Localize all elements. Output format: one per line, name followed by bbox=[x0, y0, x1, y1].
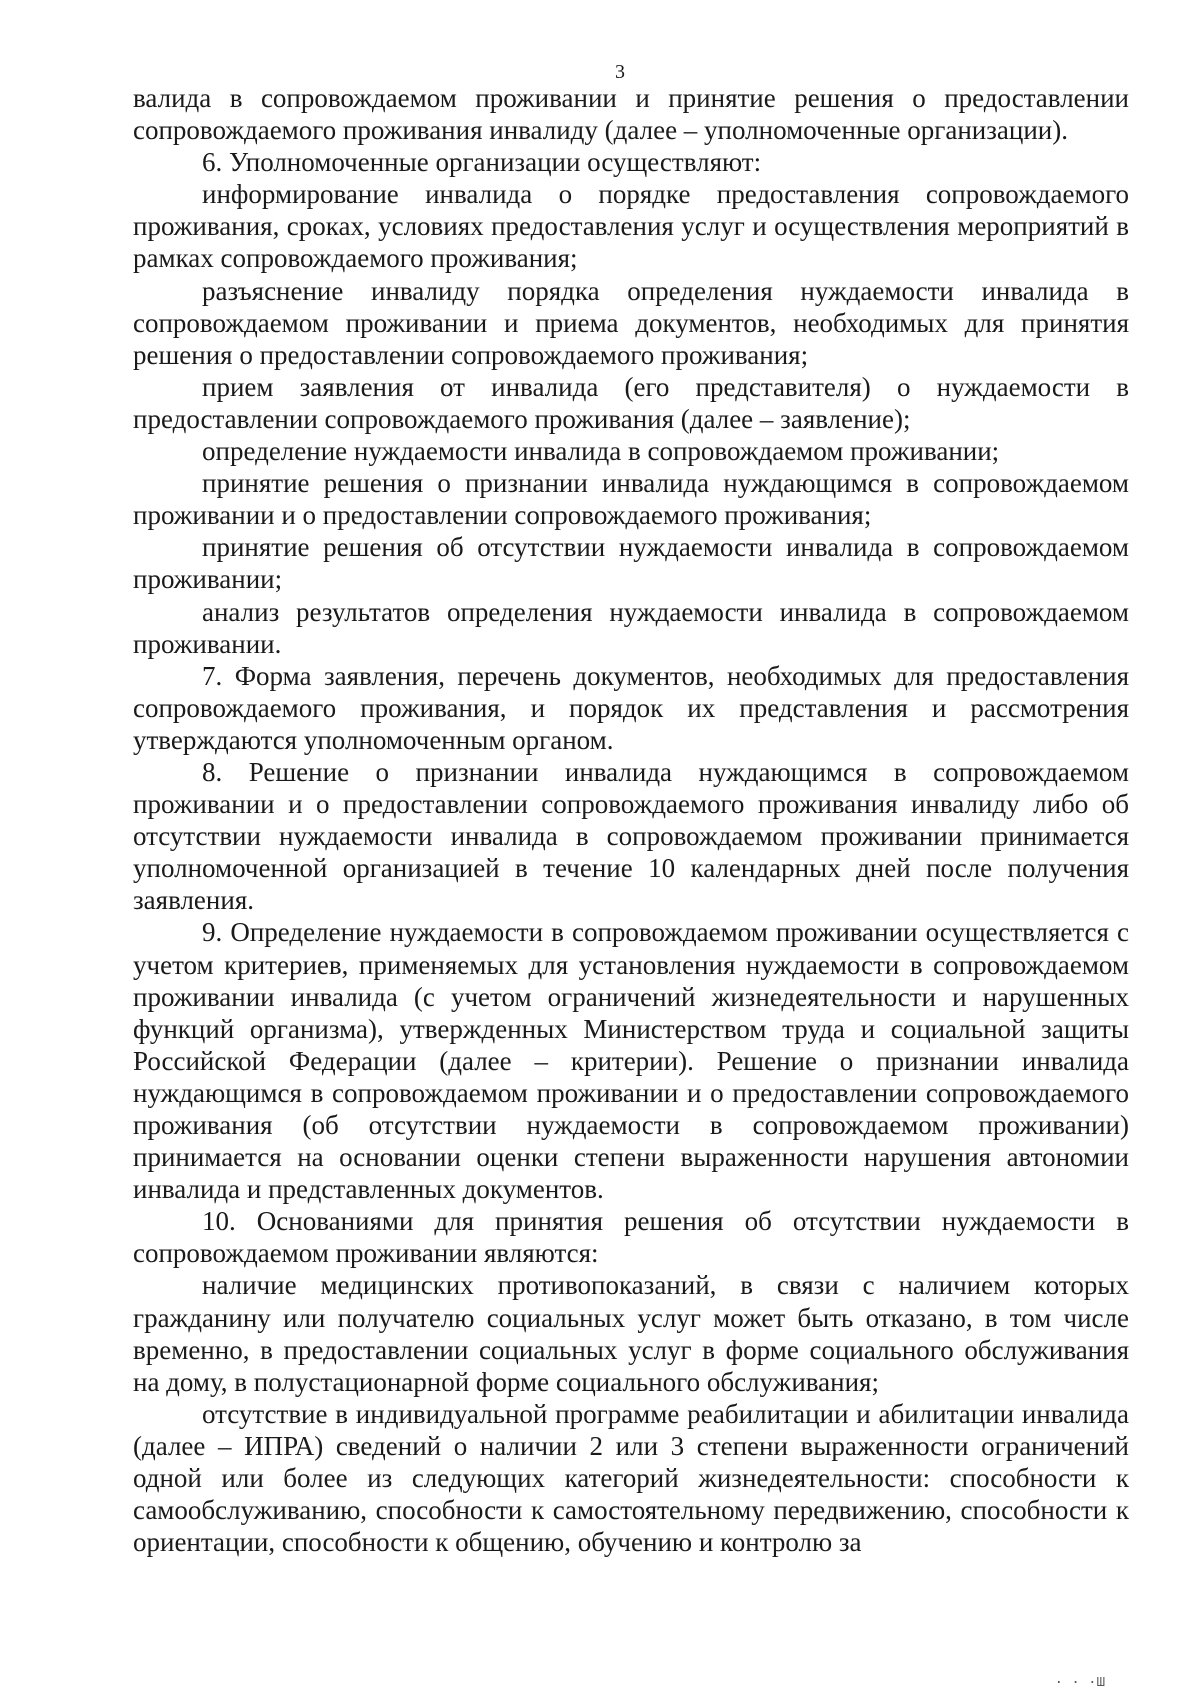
list-item-determination: определение нуждаемости инвалида в сопровождаемом проживании; bbox=[202, 436, 1000, 467]
list-item-medical-contraindications: наличие медицинских противопоказаний, в связи с наличием которых гражданину или получателю социальных услуг может быть отказано, в том числе временно, в предоставлении социальных услуг в форме социального обслуживания на дому, в полустационарной форме социального обслуживания; bbox=[133, 1270, 1129, 1397]
list-item-ipra-absence: отсутствие в индивидуальной программе реабилитации и абилитации инвалида (далее – ИПРА) сведений о наличии 2 или 3 степени выраженности ограничений одной или более из следующих категорий жизнедеятельности: способности к самообслуживанию, способности к самостоятельному передвижению, способности к ориентации, способности к общению, обучению и контролю за bbox=[133, 1398, 1129, 1558]
paragraph-item-8: 8. Решение о признании инвалида нуждающимся в сопровождаемом проживании и о предоставлении сопровождаемого проживания инвалиду либо об отсутствии нуждаемости инвалида в сопровождаемом проживании принимается уполномоченной организацией в течение 10 календарных дней после получения заявления. bbox=[133, 756, 1129, 916]
list-item-explanation: разъяснение инвалиду порядка определения нуждаемости инвалида в сопровождаемом проживании и приема документов, необходимых для принятия решения о предоставлении сопровождаемого проживания; bbox=[133, 275, 1129, 370]
page-number: 3 bbox=[615, 61, 625, 83]
paragraph-item-7: 7. Форма заявления, перечень документов, необходимых для предоставления сопровождаемого проживания, и порядок их представления и рассмотрения утверждаются уполномоченным органом. bbox=[133, 660, 1129, 755]
paragraph-item-6: 6. Уполномоченные организации осуществляют: bbox=[202, 147, 762, 178]
list-item-application: прием заявления от инвалида (его представителя) о нуждаемости в предоставлении сопровождаемого проживания (далее – заявление); bbox=[133, 371, 1129, 434]
paragraph-item-10: 10. Основаниями для принятия решения об отсутствии нуждаемости в сопровождаемом проживании являются: bbox=[133, 1206, 1129, 1269]
list-item-negative-decision: принятие решения об отсутствии нуждаемости инвалида в сопровождаемом проживании; bbox=[133, 532, 1129, 595]
scan-artifact-mark: · · ·Ш bbox=[1054, 1675, 1105, 1691]
document-body bbox=[133, 82, 1129, 1558]
list-item-informing: информирование инвалида о порядке предоставления сопровождаемого проживания, сроках, условиях предоставления услуг и осуществления мероприятий в рамках сопровождаемого проживания; bbox=[133, 179, 1129, 274]
list-item-positive-decision: принятие решения о признании инвалида нуждающимся в сопровождаемом проживании и о предоставлении сопровождаемого проживания; bbox=[133, 468, 1129, 531]
list-item-analysis: анализ результатов определения нуждаемости инвалида в сопровождаемом проживании. bbox=[133, 596, 1129, 659]
paragraph-item-9: 9. Определение нуждаемости в сопровождаемом проживании осуществляется с учетом критериев, применяемых для установления нуждаемости в сопровождаемом проживании инвалида (с учетом ограничений жизнедеятельности и нарушенных функций организма), утвержденных Министерством труда и социальной защиты Российской Федерации (далее – критерии). Решение о признании инвалида нуждающимся в сопровождаемом проживании и о предоставлении сопровождаемого проживания (об отсутствии нуждаемости в сопровождаемом проживании) принимается на основании оценки степени выраженности нарушения автономии инвалида и представленных документов. bbox=[133, 917, 1129, 1205]
paragraph-continuation: валида в сопровождаемом проживании и принятие решения о предоставлении сопровождаемого проживания инвалиду (далее – уполномоченные организации). bbox=[133, 83, 1129, 146]
